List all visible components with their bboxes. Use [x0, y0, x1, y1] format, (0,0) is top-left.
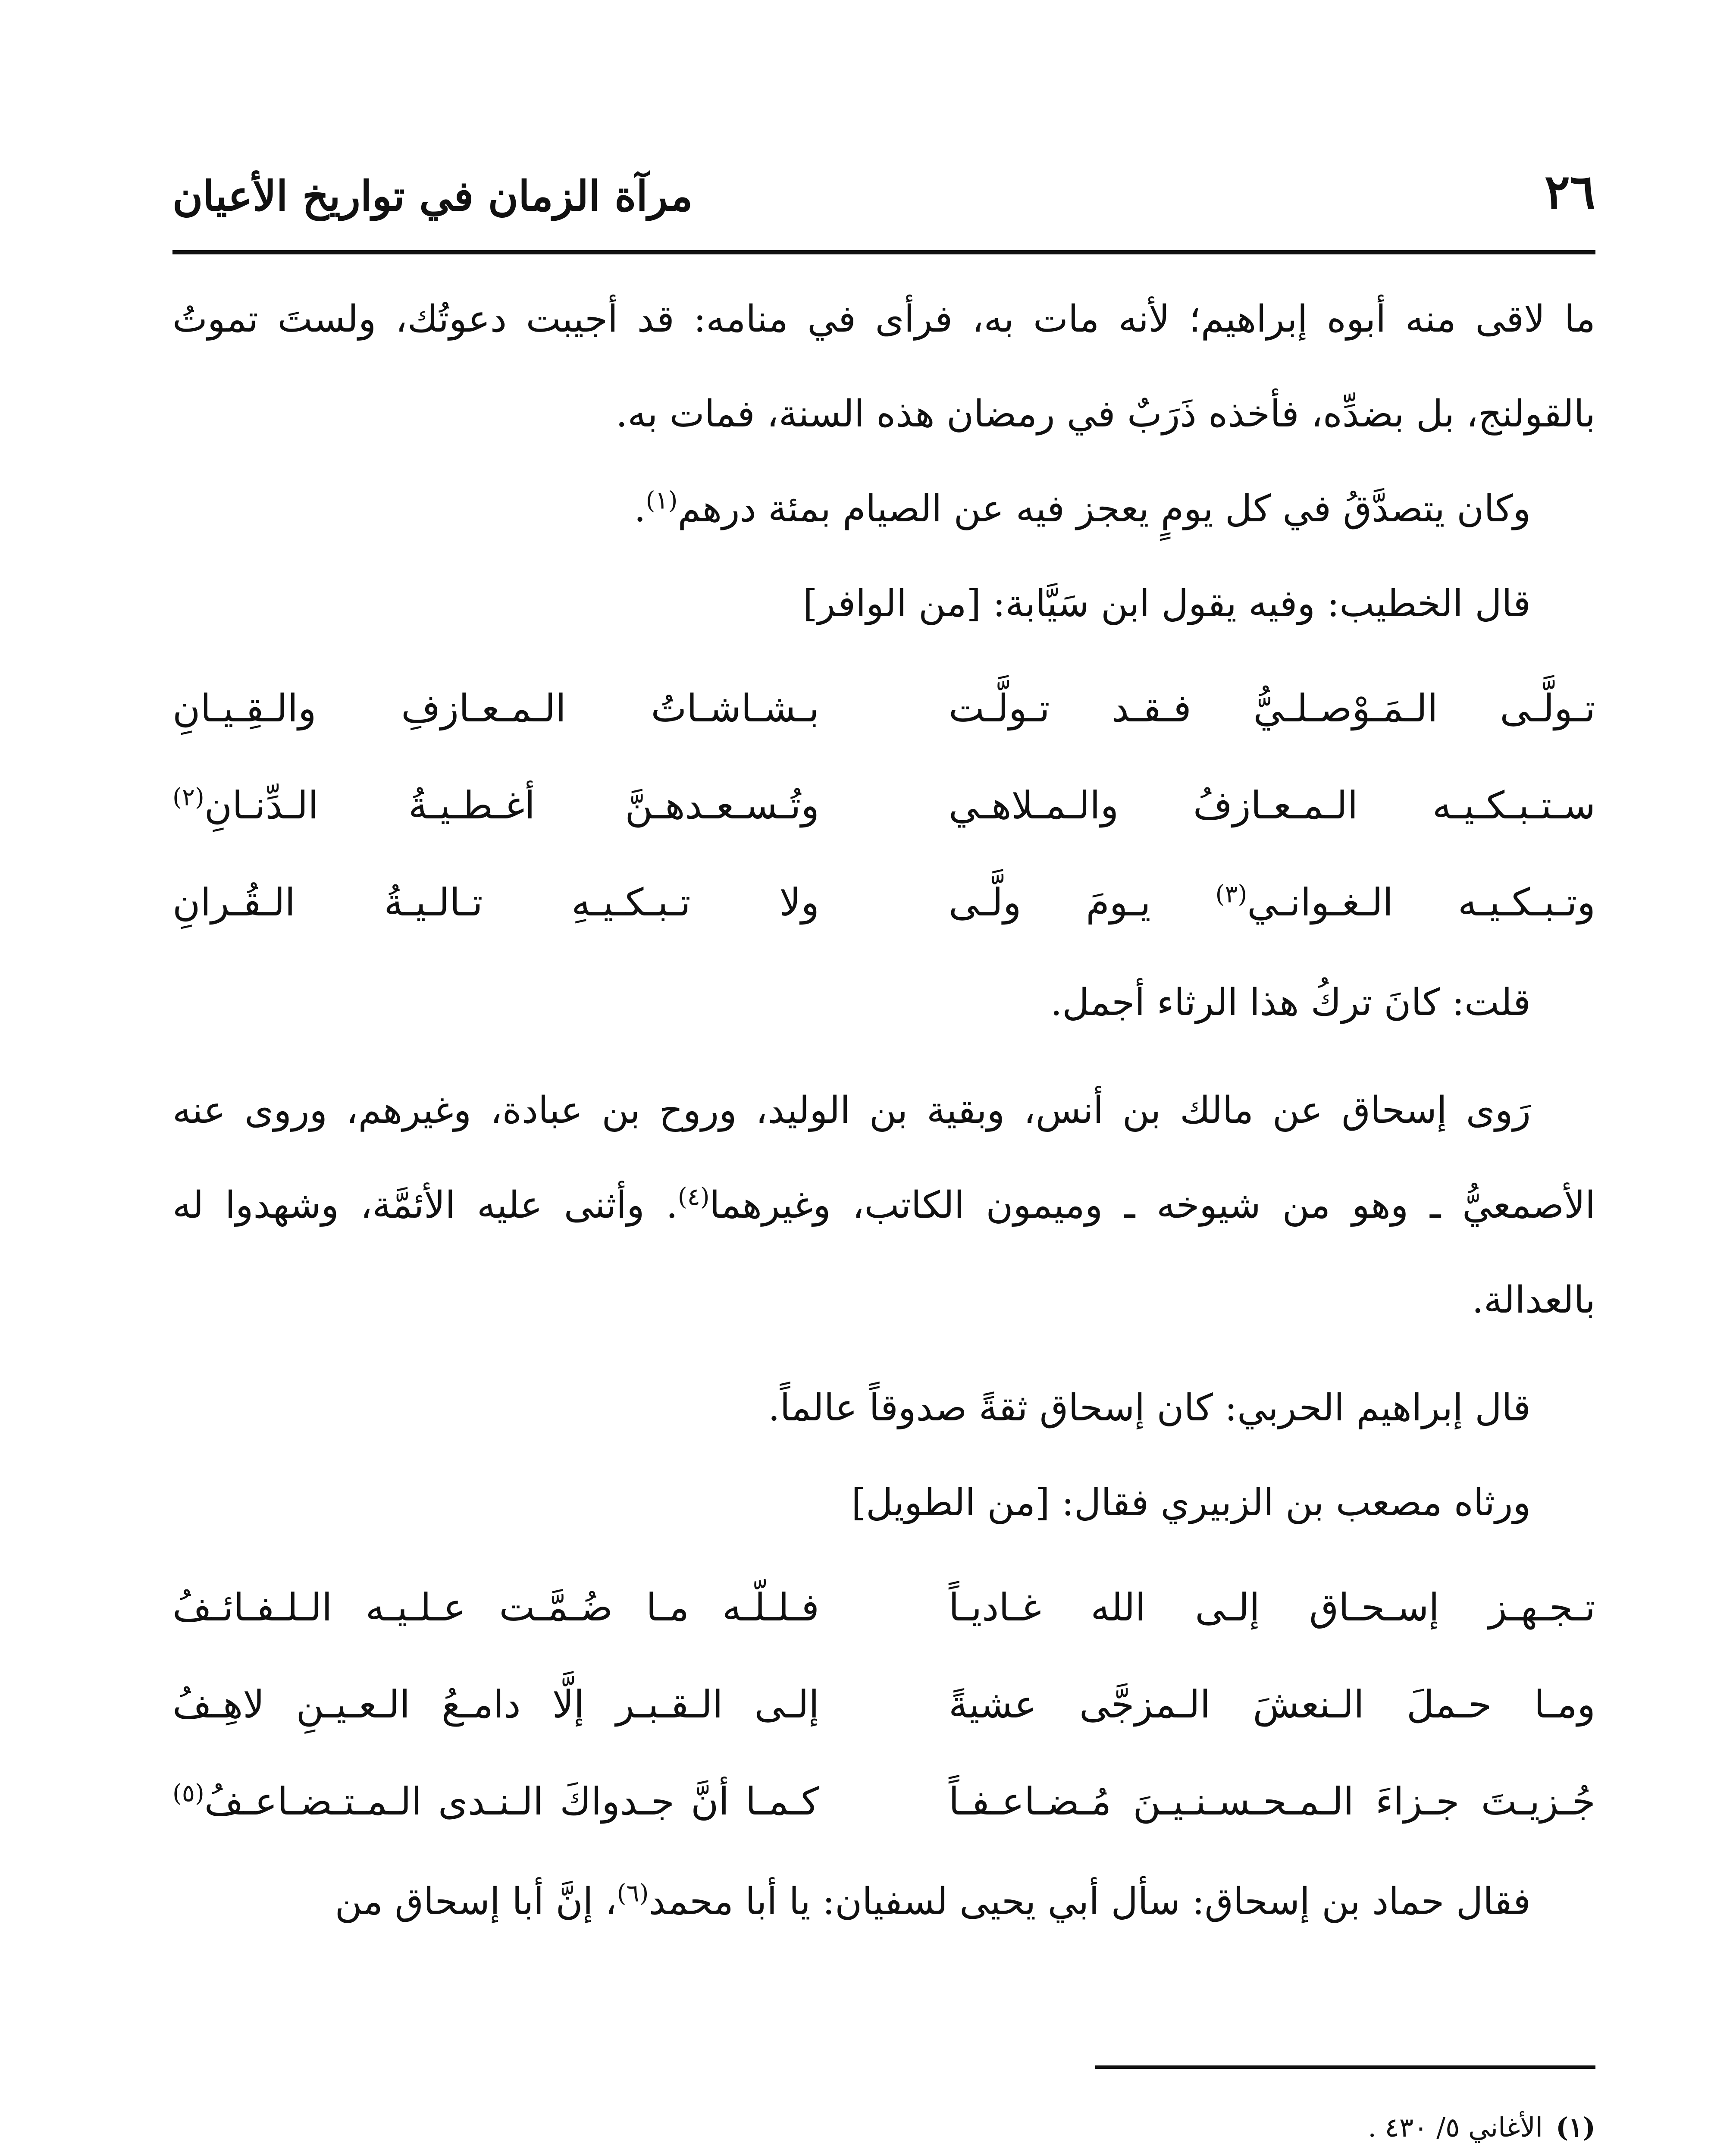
verse-text: كـمـا أنَّ جـدواكَ الـنـدى الـمـتـضـاعـفُ	[204, 1779, 819, 1824]
footnote-marker: (٤)	[677, 1183, 710, 1211]
paragraph: ما لاقى منه أبوه إبراهيم؛ لأنه مات به، فرأى في منامه: قد أجيبت دعوتُك، ولستَ تموتُ بالقولنج، بل بضدِّه، فأخذه ذَرَبٌ في رمضان هذه السنة، فمات به.	[172, 298, 1595, 436]
footnote	[172, 2096, 1595, 2156]
footnote-separator	[1095, 2065, 1595, 2069]
verse-first-hemistich	[949, 855, 1595, 950]
footnotes	[172, 2096, 1595, 2156]
paragraph-text: وكان يتصدَّقُ في كل يومٍ يعجز فيه عن الصيام بمئة درهم	[677, 487, 1531, 530]
verse-text: بـشـاشـاتُ الـمـعـازفِ والـقِـيـانِ	[172, 686, 819, 730]
paragraph-text: ، إنَّ أبا إسحاق من	[335, 1880, 617, 1923]
footnote-marker: (٢)	[172, 783, 204, 812]
paragraph-text: رَوى إسحاق عن مالك بن أنس، وبقية بن الوليد، وروح بن عبادة، وغيرهم، وروى عنه الأصمعيُّ ـ وهو من شيوخه ـ وميمون الكاتب، وغيرهما	[172, 1089, 1595, 1227]
verse-first-hemistich: جُـزيـتَ جـزاءَ الـمـحـسـنـيـنَ مُـضـاعـفـاً	[949, 1779, 1595, 1824]
verse-text: يـومَ ولَّـى	[949, 880, 1216, 924]
footnote-text: الأغاني ٥/ ٤٣٠ .	[1368, 2112, 1543, 2143]
verse-second-hemistich: فـلـلّـه مـا ضُـمَّـت عـلـيـه الـلـفـائـفُ	[172, 1585, 819, 1630]
paragraph-text: .	[634, 487, 646, 530]
paragraph	[172, 1063, 1595, 1348]
footnote-marker: (٦)	[617, 1879, 649, 1908]
main-text	[172, 272, 1595, 1949]
running-title: مرآة الزمان في تواريخ الأعيان	[172, 172, 693, 220]
paragraph-text: . وأثنى عليه الأئمَّة، وشهدوا له بالعدالة.	[172, 1184, 1595, 1322]
verse-second-hemistich	[172, 758, 819, 853]
verse-first-hemistich: سـتـبـكـيـه الـمـعـازفُ والـمـلاهـي	[949, 783, 1595, 827]
footnote-marker: (١)	[646, 486, 678, 515]
verse-text: وتـبـكـيـه الـغـوانـي	[1247, 880, 1595, 924]
verse-second-hemistich	[172, 1754, 819, 1849]
paragraph: قلت: كانَ تركُ هذا الرثاء أجمل.	[1050, 981, 1531, 1024]
paragraph	[172, 1854, 1595, 1949]
poem-verse	[172, 1753, 1595, 1850]
paragraph	[172, 461, 1595, 556]
verse-second-hemistich	[172, 661, 819, 756]
paragraph: ورثاه مصعب بن الزبيري فقال: [من الطويل]	[851, 1481, 1531, 1524]
paragraph: قال الخطيب: وفيه يقول ابن سَيَّابة: [من الوافر]	[803, 582, 1531, 625]
poem-verse	[172, 854, 1595, 951]
paragraph: قال إبراهيم الحربي: كان إسحاق ثقةً صدوقاً عالماً.	[768, 1386, 1531, 1429]
poem-verse	[172, 1559, 1595, 1656]
book-page	[172, 142, 1595, 2156]
footnote-marker: (٥)	[172, 1779, 204, 1808]
verse-first-hemistich: تـولَّـى الـمَـوْصـلـيُّ فـقـد تـولَّـت	[949, 686, 1595, 730]
poem-verse	[172, 757, 1595, 854]
page-number: ٢٦	[1544, 164, 1595, 219]
verse-text: وتُـسـعـدهـنَّ أغـطـيـةُ الـدِّنـانِ	[204, 783, 819, 827]
footnote-marker: (٣)	[1215, 880, 1247, 909]
poem	[172, 1559, 1595, 1850]
verse-second-hemistich: ولا تـبـكـيـهِ تـالـيـةُ الـقُـرانِ	[172, 880, 819, 924]
verse-first-hemistich: تـجـهـز إسـحـاق إلـى الله غـاديـاً	[949, 1585, 1595, 1630]
verse-second-hemistich: إلـى الـقـبـر إلَّا دامـعُ الـعـيـنِ لاهِـفُ	[172, 1682, 819, 1727]
poem-verse	[172, 660, 1595, 757]
poem-verse	[172, 1656, 1595, 1753]
page-header	[172, 142, 1595, 254]
footnote-number: (١)	[1556, 2112, 1595, 2143]
verse-first-hemistich: ومـا حـملَ الـنعشَ الـمزجَّى عشيةً	[949, 1682, 1595, 1727]
paragraph-text: فقال حماد بن إسحاق: سأل أبي يحيى لسفيان: يا أبا محمد	[649, 1880, 1531, 1923]
poem	[172, 660, 1595, 951]
